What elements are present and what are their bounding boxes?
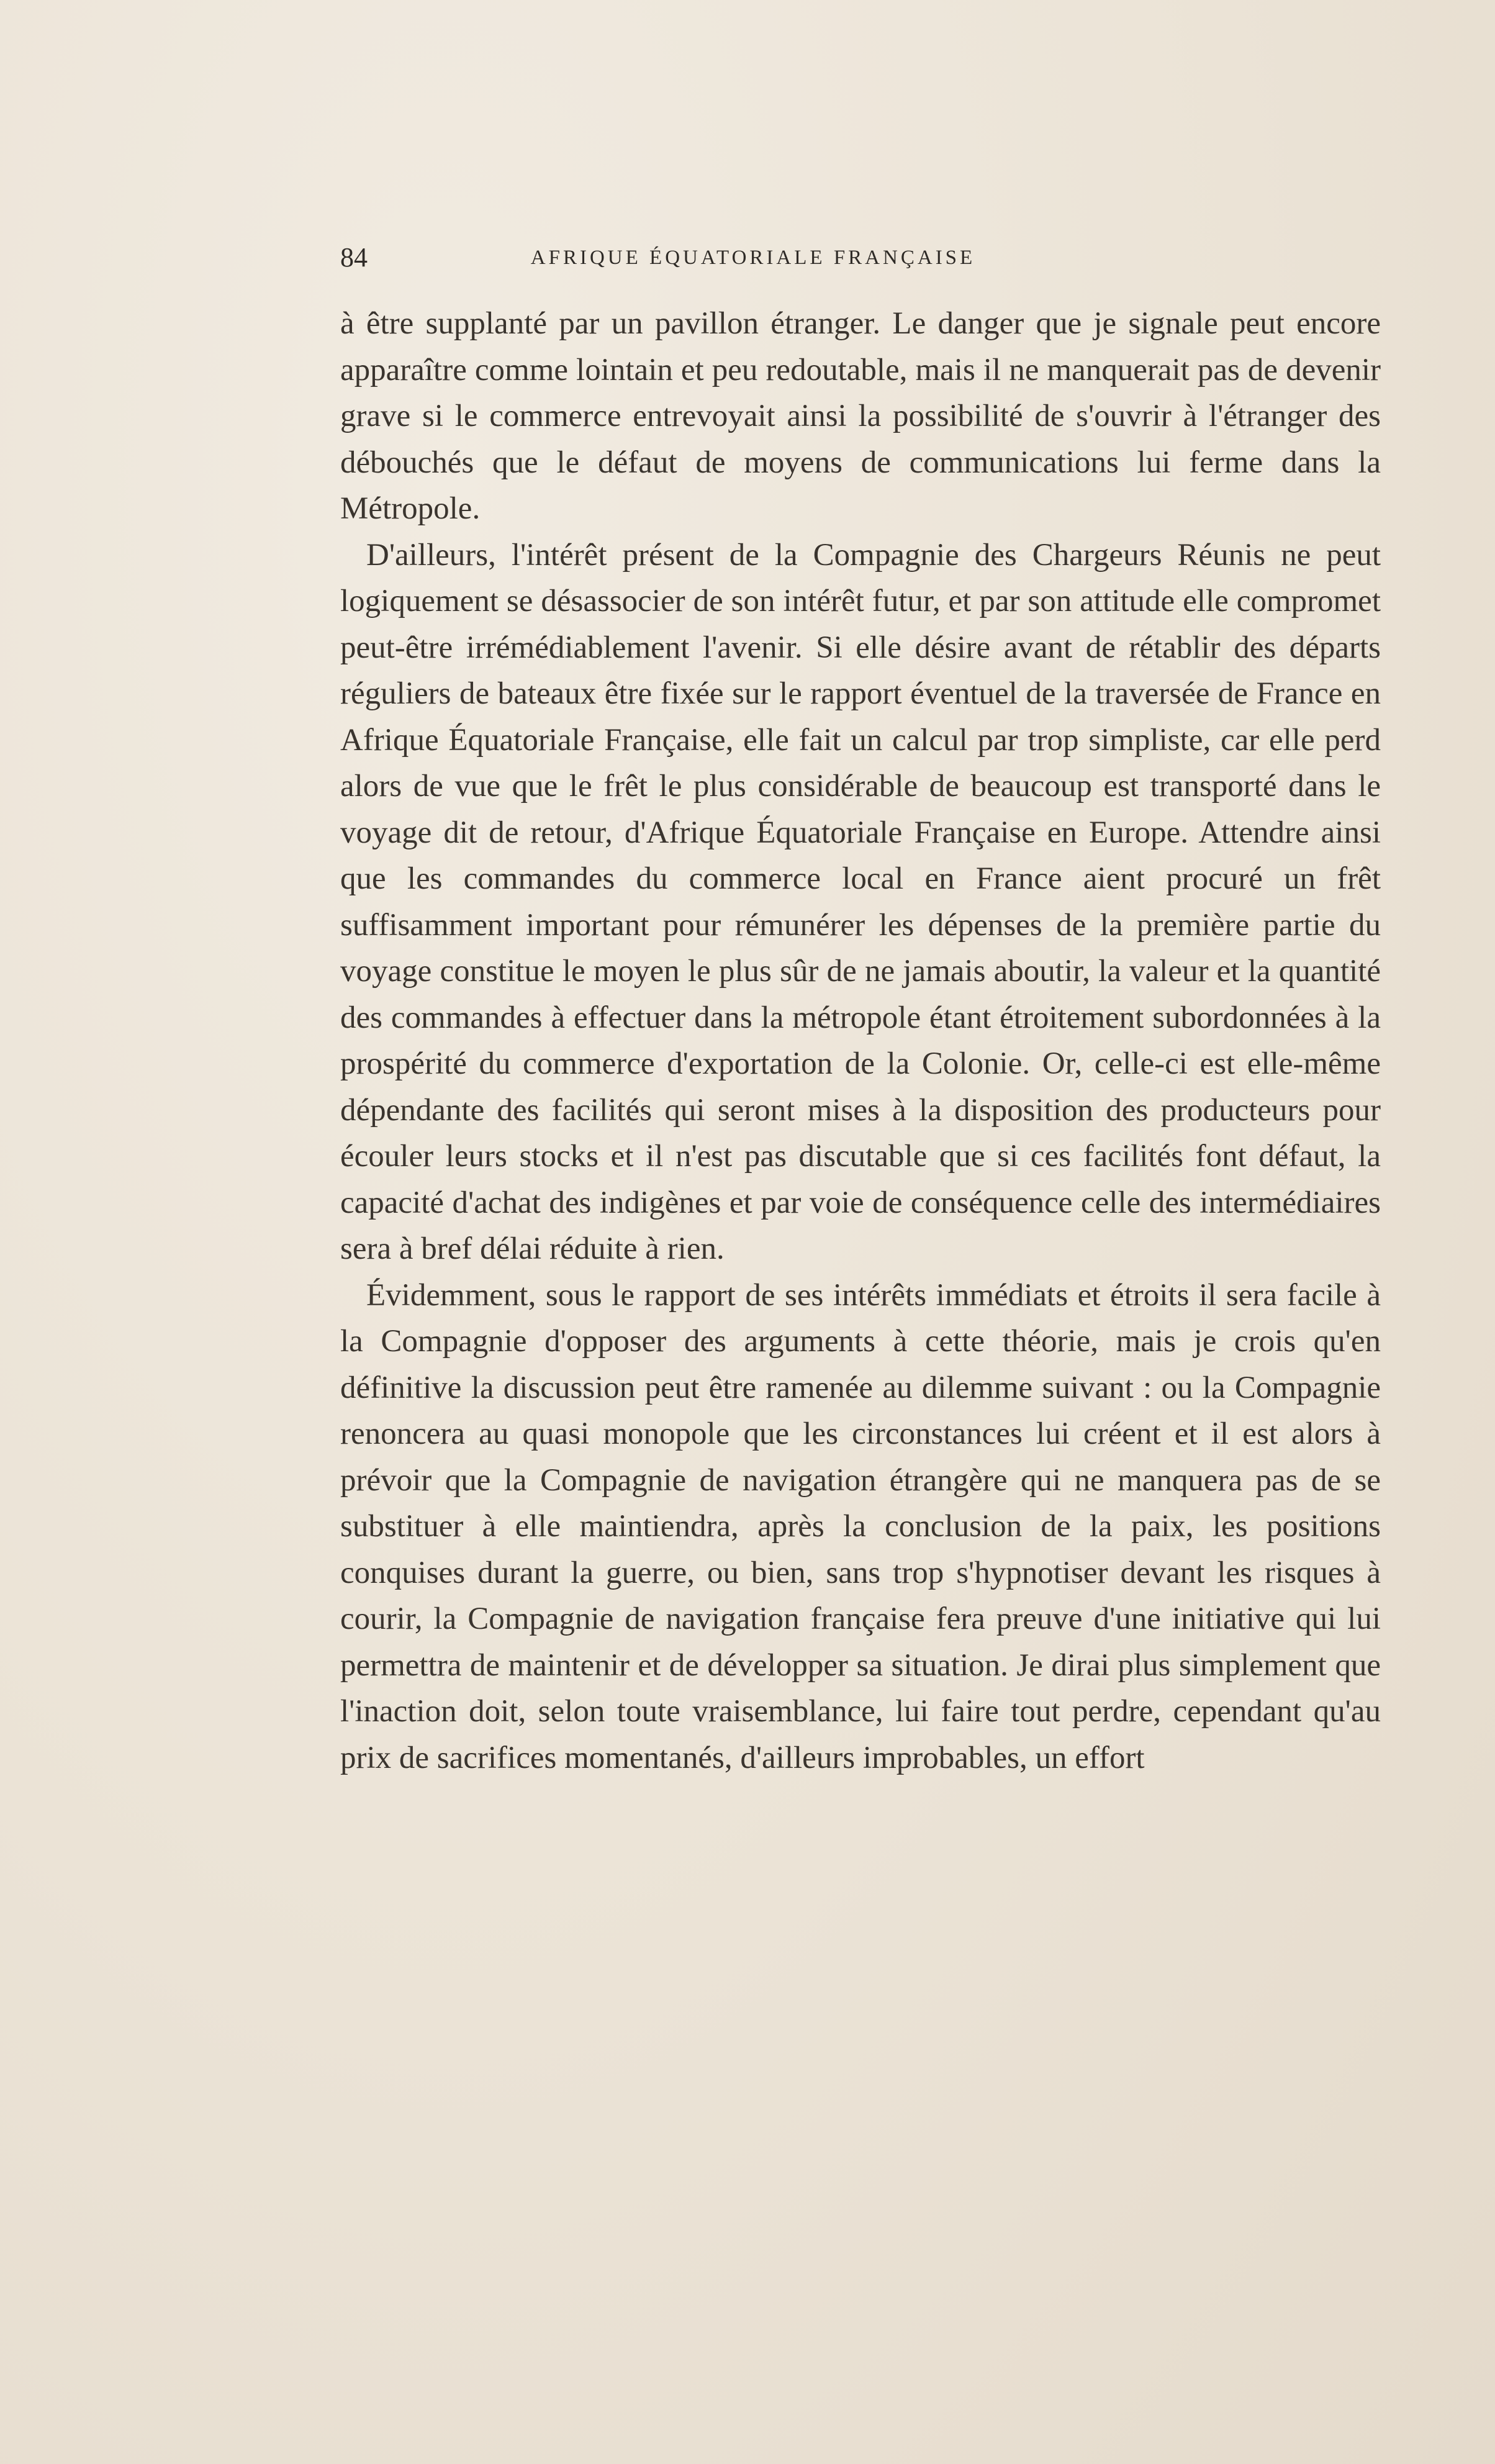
- paragraph-continued: à être supplanté par un pavillon étranger. Le danger que je signale peut encore apparaître comme lointain et peu redoutable, mais il ne manquerait pas de devenir grave si le commerce entrevoyait ainsi la possibilité de s'ouvrir à l'étranger des débouchés que le défaut de moyens de communications lui ferme dans la Métropole.: [340, 306, 1381, 526]
- page-number: 84: [340, 242, 368, 273]
- page-header: [340, 236, 1141, 279]
- body-text: [340, 301, 1381, 1781]
- running-title: AFRIQUE ÉQUATORIALE FRANÇAISE: [530, 247, 976, 269]
- paragraph: D'ailleurs, l'intérêt présent de la Compagnie des Chargeurs Réunis ne peut logiquement se désassocier de son intérêt futur, et par son attitude elle compromet peut-être irrémédiablement l'avenir. Si elle désire avant de rétablir des départs réguliers de bateaux être fixée sur le rapport éventuel de la traversée de France en Afrique Équatoriale Française, elle fait un calcul par trop simpliste, car elle perd alors de vue que le frêt le plus considérable de beaucoup est transporté dans le voyage dit de retour, d'Afrique Équatoriale Française en Europe. Attendre ainsi que les commandes du commerce local en France aient procuré un frêt suffisamment important pour rémunérer les dépenses de la première partie du voyage constitue le moyen le plus sûr de ne jamais aboutir, la valeur et la quantité des commandes à effectuer dans la métropole étant étroitement subordonnées à la prospérité du commerce d'exportation de la Colonie. Or, celle-ci est elle-même dépendante des facilités qui seront mises à la disposition des producteurs pour écouler leurs stocks et il n'est pas discutable que si ces facilités font défaut, la capacité d'achat des indigènes et par voie de conséquence celle des intermédiaires sera à bref délai réduite à rien.: [340, 537, 1381, 1266]
- paragraph: Évidemment, sous le rapport de ses intérêts immédiats et étroits il sera facile à la Compagnie d'opposer des arguments à cette théorie, mais je crois qu'en définitive la discussion peut être ramenée au dilemme suivant : ou la Compagnie renoncera au quasi monopole que les circonstances lui créent et il est alors à prévoir que la Compagnie de navigation étrangère qui ne manquera pas de se substituer à elle maintiendra, après la conclusion de la paix, les positions conquises durant la guerre, ou bien, sans trop s'hypnotiser devant les risques à courir, la Compagnie de navigation française fera preuve d'une initiative qui lui permettra de maintenir et de développer sa situation. Je dirai plus simplement que l'inaction doit, selon toute vraisemblance, lui faire tout perdre, cependant qu'au prix de sacrifices momentanés, d'ailleurs improbables, un effort: [340, 1277, 1381, 1775]
